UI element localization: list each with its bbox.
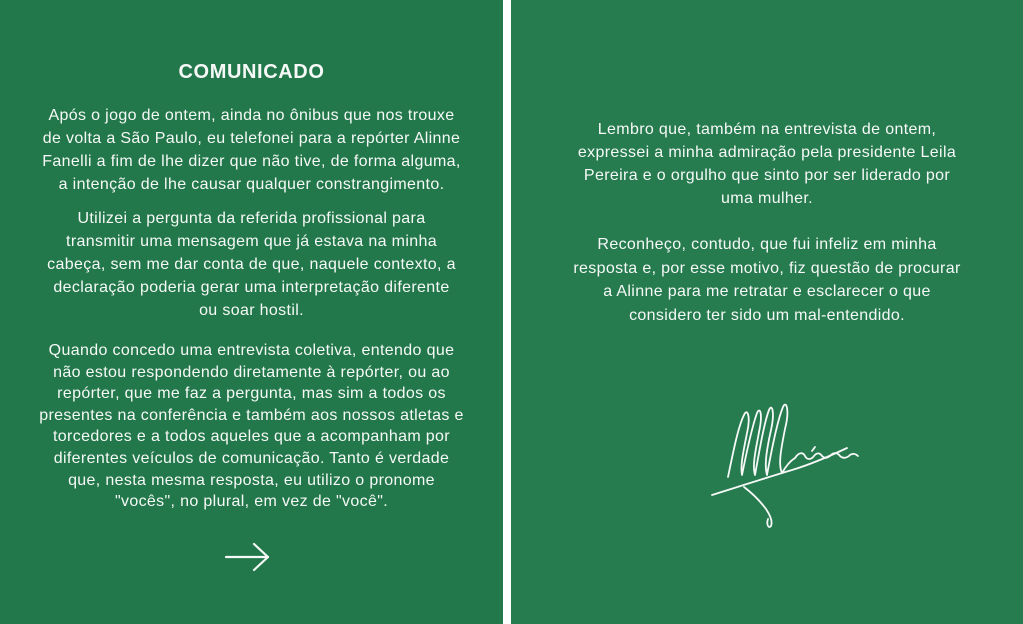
next-slide-button[interactable] (224, 541, 272, 573)
paragraph-line: Após o jogo de ontem, ainda no ônibus que nos trouxe (48, 106, 455, 124)
paragraph-line: torcedores e a todos aqueles que a acompanham por (53, 428, 450, 446)
paragraph-line: cabeça, sem me dar conta de que, naquele contexto, a (47, 255, 456, 273)
paragraph-1 (0, 104, 503, 196)
paragraph-3 (0, 340, 503, 513)
statement-title: COMUNICADO (178, 61, 325, 83)
paragraph-5 (511, 233, 1023, 327)
paragraph-line: Lembro que, também na entrevista de ontem, (597, 120, 937, 138)
paragraph-line: diferentes veículos de comunicação. Tanto é verdade (53, 449, 450, 467)
signature-icon (700, 395, 860, 535)
paragraph-line: que, nesta mesma resposta, eu utilizo o pronome (68, 471, 435, 489)
paragraph-line: Fanelli a fim de lhe dizer que não tive, de forma alguma, (42, 152, 461, 170)
paragraph-line: Utilizei a pergunta da referida profissional para (77, 209, 426, 227)
arrow-right-icon (224, 541, 272, 573)
paragraph-line: Quando concedo uma entrevista coletiva, entendo que (48, 342, 455, 359)
paragraph-line: ou soar hostil. (199, 301, 304, 319)
paragraph-line: "vocês", no plural, em vez de "você". (114, 493, 389, 511)
paragraph-line: transmitir uma mensagem que já estava na minha (66, 232, 437, 250)
paragraph-line: não estou respondendo diretamente à repórter, ou ao (53, 363, 450, 381)
paragraph-line: declaração poderia gerar uma interpretação diferente (53, 278, 450, 296)
paragraph-4 (511, 118, 1023, 210)
paragraph-line: Pereira e o orgulho que sinto por ser liderado por (583, 166, 951, 184)
paragraph-line: uma mulher. (721, 189, 813, 207)
paragraph-line: Reconheço, contudo, que fui infeliz em minha (597, 236, 937, 253)
paragraph-line: de volta a São Paulo, eu telefonei para a repórter Alinne (42, 129, 461, 147)
paragraph-line: a intenção de lhe causar qualquer constrangimento. (58, 175, 445, 193)
paragraph-2 (0, 207, 503, 322)
paragraph-line: presentes na conferência e também aos nossos atletas e (39, 406, 464, 424)
paragraph-line: repórter, que me faz a pergunta, mas sim a todos os (57, 385, 446, 403)
paragraph-line: a Alinne para me retratar e esclarecer o que (603, 283, 931, 300)
slide-statement-page-2 (511, 0, 1023, 624)
paragraph-line: expressei a minha admiração pela presidente Leila (577, 143, 957, 161)
paragraph-line: considero ter sido um mal-entendido. (629, 306, 905, 324)
paragraph-line: resposta e, por esse motivo, fiz questão de procurar (573, 259, 961, 277)
slide-statement-page-1 (0, 0, 503, 624)
